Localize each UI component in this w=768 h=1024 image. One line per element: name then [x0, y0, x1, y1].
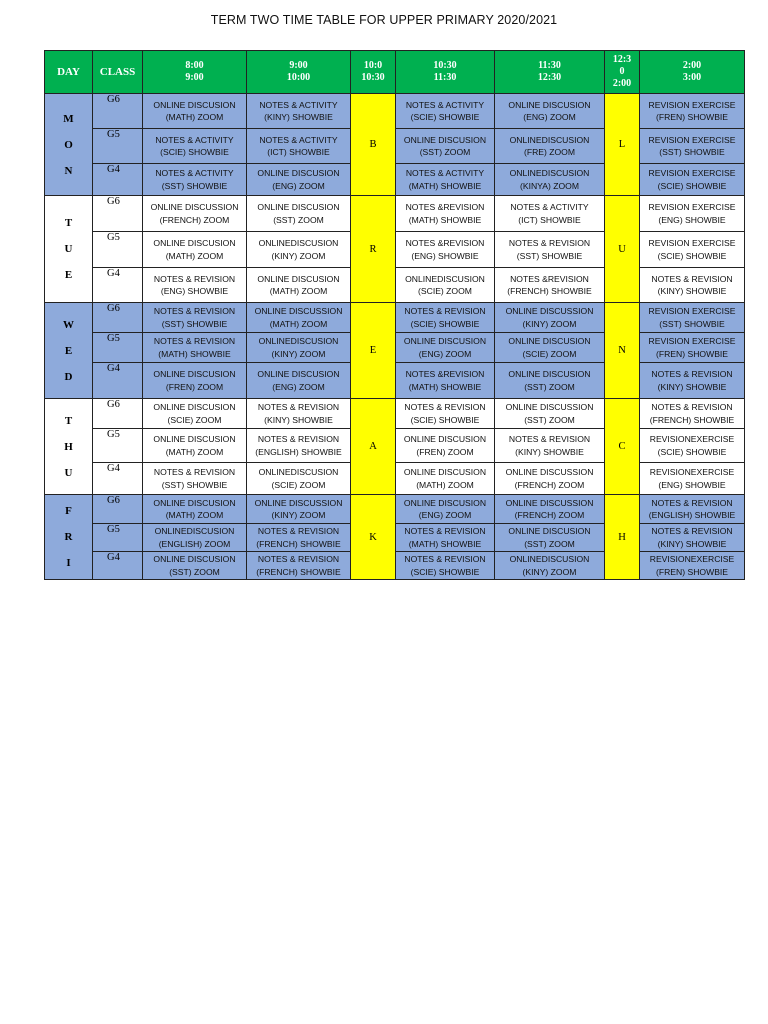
header-slot-4: 11:30 12:30	[495, 51, 605, 94]
lunch-cell: U	[605, 196, 640, 303]
table-row	[45, 495, 745, 524]
lesson-cell: NOTES & REVISION (ENGLISH) SHOWBIE	[640, 495, 745, 524]
lesson-cell: ONLINE DISCUSION (MATH) ZOOM	[143, 495, 247, 524]
header-row	[45, 51, 745, 94]
lunch-cell: H	[605, 495, 640, 580]
lesson-cell: ONLINE DISCUSION (MATH) ZOOM	[247, 268, 351, 303]
header-slot-lunch: 12:3 0 2:00	[605, 51, 640, 94]
page-title: TERM TWO TIME TABLE FOR UPPER PRIMARY 2020/2021	[210, 13, 558, 27]
class-label: G4	[93, 552, 143, 580]
table-row	[45, 196, 745, 232]
day-label: T H U	[45, 399, 93, 495]
lesson-cell: ONLINEDISCUSION (KINY) ZOOM	[247, 232, 351, 268]
lesson-cell: NOTES & ACTIVITY (SCIE) SHOWBIE	[143, 129, 247, 164]
class-label: G5	[93, 524, 143, 552]
lesson-cell: REVISION EXERCISE (SST) SHOWBIE	[640, 129, 745, 164]
table-row	[45, 303, 745, 333]
lesson-cell: ONLINE DISCUSION (ENG) ZOOM	[247, 164, 351, 196]
lesson-cell: ONLINEDISCUSION (ENGLISH) ZOOM	[143, 524, 247, 552]
class-label: G6	[93, 495, 143, 524]
lesson-cell: ONLINE DISCUSION (SST) ZOOM	[495, 524, 605, 552]
lesson-cell: ONLINE DISCUSION (SST) ZOOM	[396, 129, 495, 164]
lesson-cell: NOTES &REVISION (FRENCH) SHOWBIE	[495, 268, 605, 303]
header-slot-3: 10:30 11:30	[396, 51, 495, 94]
day-label: F R I	[45, 495, 93, 580]
lesson-cell: NOTES & REVISION (ENGLISH) SHOWBIE	[247, 429, 351, 463]
lesson-cell: ONLINE DISCUSION (SCIE) ZOOM	[495, 333, 605, 363]
class-label: G6	[93, 303, 143, 333]
lesson-cell: NOTES &REVISION (MATH) SHOWBIE	[396, 363, 495, 399]
class-label: G4	[93, 164, 143, 196]
lesson-cell: ONLINE DISCUSSION (KINY) ZOOM	[247, 495, 351, 524]
header-slot-break: 10:0 10:30	[351, 51, 396, 94]
lesson-cell: NOTES & REVISION (SCIE) SHOWBIE	[396, 552, 495, 580]
lesson-cell: ONLINE DISCUSION (ENG) ZOOM	[247, 363, 351, 399]
lesson-cell: ONLINE DISCUSION (SST) ZOOM	[495, 363, 605, 399]
lesson-cell: ONLINE DISCUSION (ENG) ZOOM	[495, 94, 605, 129]
class-label: G4	[93, 363, 143, 399]
timetable	[44, 50, 745, 580]
lesson-cell: ONLINEDISCUSION (KINY) ZOOM	[247, 333, 351, 363]
lesson-cell: ONLINE DISCUSION (MATH) ZOOM	[396, 463, 495, 495]
lesson-cell: NOTES & REVISION (KINY) SHOWBIE	[640, 363, 745, 399]
lesson-cell: NOTES & ACTIVITY (ICT) SHOWBIE	[495, 196, 605, 232]
table-row	[45, 94, 745, 129]
break-cell: K	[351, 495, 396, 580]
lesson-cell: ONLINE DISCUSSION (KINY) ZOOM	[495, 303, 605, 333]
lesson-cell: REVISIONEXERCISE (SCIE) SHOWBIE	[640, 429, 745, 463]
lesson-cell: ONLINE DISCUSION (SST) ZOOM	[247, 196, 351, 232]
lesson-cell: REVISION EXERCISE (FREN) SHOWBIE	[640, 333, 745, 363]
class-label: G6	[93, 94, 143, 129]
lunch-cell: L	[605, 94, 640, 196]
lesson-cell: ONLINE DISCUSION (MATH) ZOOM	[143, 94, 247, 129]
lesson-cell: ONLINEDISCUSION (KINY) ZOOM	[495, 552, 605, 580]
lesson-cell: NOTES & ACTIVITY (KINY) SHOWBIE	[247, 94, 351, 129]
lesson-cell: NOTES & ACTIVITY (MATH) SHOWBIE	[396, 164, 495, 196]
day-label: W E D	[45, 303, 93, 399]
lesson-cell: NOTES & REVISION (SCIE) SHOWBIE	[396, 303, 495, 333]
class-label: G6	[93, 399, 143, 429]
break-cell: E	[351, 303, 396, 399]
class-label: G5	[93, 129, 143, 164]
class-label: G6	[93, 196, 143, 232]
lesson-cell: NOTES & REVISION (KINY) SHOWBIE	[640, 524, 745, 552]
lesson-cell: NOTES & REVISION (KINY) SHOWBIE	[495, 429, 605, 463]
header-slot-1: 8:00 9:00	[143, 51, 247, 94]
lesson-cell: REVISION EXERCISE (FREN) SHOWBIE	[640, 94, 745, 129]
lesson-cell: ONLINE DISCUSION (ENG) ZOOM	[396, 333, 495, 363]
lesson-cell: NOTES & REVISION (MATH) SHOWBIE	[396, 524, 495, 552]
lesson-cell: REVISION EXERCISE (SCIE) SHOWBIE	[640, 164, 745, 196]
lesson-cell: ONLINE DISCUSSION (FRENCH) ZOOM	[495, 495, 605, 524]
lesson-cell: NOTES & REVISION (FRENCH) SHOWBIE	[247, 524, 351, 552]
lesson-cell: NOTES &REVISION (MATH) SHOWBIE	[396, 196, 495, 232]
lesson-cell: ONLINE DISCUSION (MATH) ZOOM	[143, 429, 247, 463]
lesson-cell: NOTES & REVISION (SST) SHOWBIE	[495, 232, 605, 268]
lesson-cell: REVISIONEXERCISE (ENG) SHOWBIE	[640, 463, 745, 495]
lesson-cell: NOTES & REVISION (SST) SHOWBIE	[143, 463, 247, 495]
lesson-cell: NOTES & REVISION (FRENCH) SHOWBIE	[640, 399, 745, 429]
lesson-cell: ONLINE DISCUSSION (FRENCH) ZOOM	[143, 196, 247, 232]
day-label: M O N	[45, 94, 93, 196]
lunch-cell: N	[605, 303, 640, 399]
break-cell: B	[351, 94, 396, 196]
lesson-cell: REVISION EXERCISE (SST) SHOWBIE	[640, 303, 745, 333]
table-row	[45, 399, 745, 429]
lesson-cell: REVISIONEXERCISE (FREN) SHOWBIE	[640, 552, 745, 580]
lesson-cell: REVISION EXERCISE (ENG) SHOWBIE	[640, 196, 745, 232]
lesson-cell: NOTES & ACTIVITY (ICT) SHOWBIE	[247, 129, 351, 164]
lesson-cell: ONLINE DISCUSSION (MATH) ZOOM	[247, 303, 351, 333]
lesson-cell: NOTES & REVISION (FRENCH) SHOWBIE	[247, 552, 351, 580]
break-cell: A	[351, 399, 396, 495]
header-slot-5: 2:00 3:00	[640, 51, 745, 94]
lesson-cell: ONLINE DISCUSSION (FRENCH) ZOOM	[495, 463, 605, 495]
lesson-cell: ONLINE DISCUSION (ENG) ZOOM	[396, 495, 495, 524]
lesson-cell: ONLINE DISCUSION (MATH) ZOOM	[143, 232, 247, 268]
lesson-cell: NOTES & ACTIVITY (SST) SHOWBIE	[143, 164, 247, 196]
lesson-cell: NOTES & REVISION (MATH) SHOWBIE	[143, 333, 247, 363]
lesson-cell: ONLINEDISCUSION (SCIE) ZOOM	[247, 463, 351, 495]
lesson-cell: ONLINEDISCUSION (FRE) ZOOM	[495, 129, 605, 164]
class-label: G5	[93, 232, 143, 268]
header-class: CLASS	[93, 51, 143, 94]
header-day: DAY	[45, 51, 93, 94]
class-label: G5	[93, 429, 143, 463]
lesson-cell: ONLINE DISCUSION (FREN) ZOOM	[143, 363, 247, 399]
lesson-cell: ONLINEDISCUSION (SCIE) ZOOM	[396, 268, 495, 303]
lunch-cell: C	[605, 399, 640, 495]
class-label: G4	[93, 463, 143, 495]
lesson-cell: NOTES & REVISION (KINY) SHOWBIE	[640, 268, 745, 303]
lesson-cell: ONLINE DISCUSSION (SST) ZOOM	[495, 399, 605, 429]
lesson-cell: ONLINE DISCUSION (FREN) ZOOM	[396, 429, 495, 463]
lesson-cell: ONLINE DISCUSION (SST) ZOOM	[143, 552, 247, 580]
day-label: T U E	[45, 196, 93, 303]
lesson-cell: NOTES & REVISION (SCIE) SHOWBIE	[396, 399, 495, 429]
lesson-cell: ONLINE DISCUSION (SCIE) ZOOM	[143, 399, 247, 429]
lesson-cell: NOTES &REVISION (ENG) SHOWBIE	[396, 232, 495, 268]
break-cell: R	[351, 196, 396, 303]
class-label: G4	[93, 268, 143, 303]
header-slot-2: 9:00 10:00	[247, 51, 351, 94]
lesson-cell: REVISION EXERCISE (SCIE) SHOWBIE	[640, 232, 745, 268]
lesson-cell: NOTES & REVISION (ENG) SHOWBIE	[143, 268, 247, 303]
lesson-cell: ONLINEDISCUSION (KINYA) ZOOM	[495, 164, 605, 196]
lesson-cell: NOTES & REVISION (KINY) SHOWBIE	[247, 399, 351, 429]
lesson-cell: NOTES & ACTIVITY (SCIE) SHOWBIE	[396, 94, 495, 129]
class-label: G5	[93, 333, 143, 363]
lesson-cell: NOTES & REVISION (SST) SHOWBIE	[143, 303, 247, 333]
